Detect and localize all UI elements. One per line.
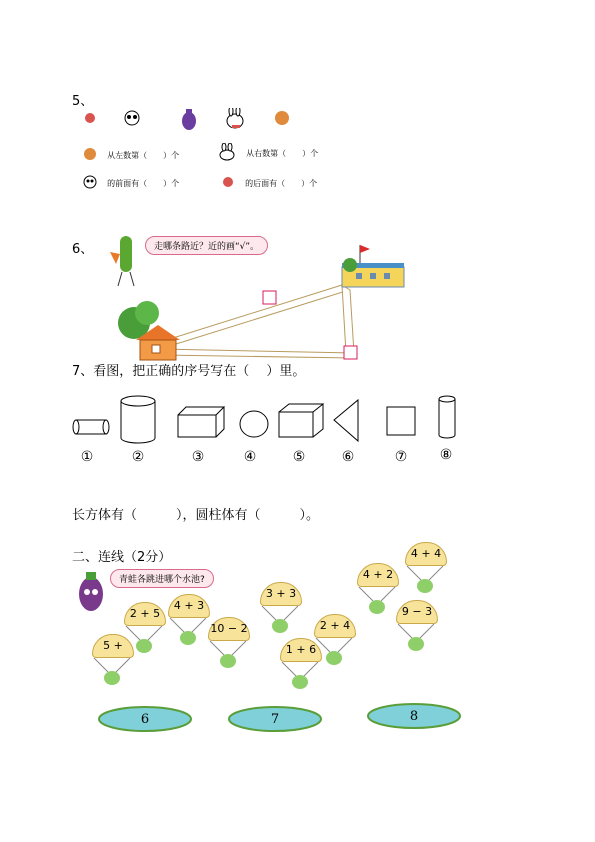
parachute-label: 9 − 3 [396, 600, 438, 624]
frog-icon [417, 579, 433, 593]
answer-box-lower [344, 346, 357, 359]
parachute-label: 5 + [92, 634, 134, 658]
pond-label: 7 [270, 712, 280, 727]
cookie-icon [275, 111, 289, 125]
frog-icon [180, 631, 196, 645]
flower-icon [220, 175, 240, 189]
pond[interactable] [98, 706, 192, 732]
tall-cylinder-icon [439, 396, 455, 438]
q6-map [112, 245, 422, 365]
shape-label-7: ⑦ [394, 449, 408, 465]
triangle-icon [334, 400, 358, 441]
pond-label: 8 [409, 709, 419, 724]
parachute-frog[interactable] [280, 638, 320, 692]
parachute-label: 3 + 3 [260, 582, 302, 606]
q7-shapes [70, 392, 470, 447]
parachute-label: 10 − 2 [208, 617, 250, 641]
cookie-icon [82, 147, 102, 161]
square-icon [387, 407, 415, 435]
small-cylinder-icon [73, 420, 109, 434]
panda-icon [125, 111, 139, 125]
frog-icon [326, 651, 342, 665]
q5-line2 [82, 171, 179, 190]
shape-label-2: ② [131, 449, 145, 465]
road-upper [157, 285, 346, 349]
parachute-frog[interactable] [260, 582, 300, 636]
q5-line1 [82, 143, 179, 162]
rabbit-icon [215, 143, 241, 161]
pond[interactable] [367, 703, 461, 729]
road-lower [160, 349, 354, 358]
parachute-label: 4 + 4 [405, 542, 447, 566]
q5-number: 5、 [72, 94, 94, 109]
q7-answer-line: 长方体有（ ），圆柱体有（ ）。 [72, 508, 320, 523]
shape-label-5: ⑤ [292, 449, 306, 465]
eggplant-icon [79, 577, 103, 611]
circle-icon [240, 411, 268, 437]
frog-icon [220, 654, 236, 668]
cube-like-cuboid-icon [279, 404, 323, 437]
parachute-label: 2 + 5 [124, 602, 166, 626]
q7-title: 7、看图，把正确的序号写在（ ）里。 [72, 364, 306, 379]
q5-line2b [220, 171, 317, 190]
section2-speech-bubble: 青蛙各跳进哪个水池? [110, 569, 214, 588]
frog-icon [292, 675, 308, 689]
parachute-label: 4 + 2 [357, 563, 399, 587]
pond[interactable] [228, 706, 322, 732]
parachute-frog[interactable] [396, 600, 436, 654]
section2-title: 二、连线（2分） [72, 550, 172, 565]
panda-icon [82, 175, 102, 189]
shape-label-1: ① [80, 449, 94, 465]
frog-icon [136, 639, 152, 653]
flag-icon [360, 245, 370, 263]
parachute-label: 4 + 3 [168, 594, 210, 618]
frog-icon [369, 600, 385, 614]
parachute-frog[interactable] [92, 634, 132, 688]
parachute-frog[interactable] [405, 542, 445, 596]
frog-icon [104, 671, 120, 685]
q6-speech-bubble: 走哪条路近？近的画“√”。 [145, 236, 268, 255]
cylinder-icon [121, 396, 155, 443]
shape-label-6: ⑥ [341, 449, 355, 465]
shape-label-3: ③ [191, 449, 205, 465]
shape-label-8: ⑧ [439, 447, 453, 463]
road-right [342, 285, 354, 353]
rabbit-icon [227, 108, 243, 128]
flower-icon [85, 113, 95, 123]
frog-icon [408, 637, 424, 651]
parachute-frog[interactable] [208, 617, 248, 671]
answer-box-upper [263, 291, 276, 304]
pond-label: 6 [140, 712, 150, 727]
q5-line2-right: 的后面有（ ）个 [245, 179, 318, 188]
q5-line1-right: 从右数第（ ）个 [246, 149, 319, 158]
q5-picture-row [82, 108, 302, 134]
shape-label-4: ④ [243, 449, 257, 465]
q6-number: 6、 [72, 242, 94, 257]
eggplant-character [74, 568, 108, 614]
q5-line2-left: 的前面有（ ）个 [107, 179, 180, 188]
frog-icon [272, 619, 288, 633]
parachute-frog[interactable] [168, 594, 208, 648]
cuboid-icon [178, 407, 224, 437]
vase-icon [182, 109, 196, 130]
parachute-label: 1 + 6 [280, 638, 322, 662]
parachute-label: 2 + 4 [314, 614, 356, 638]
q5-line1b [215, 141, 318, 161]
parachute-frog[interactable] [357, 563, 397, 617]
q5-line1-left: 从左数第（ ）个 [107, 151, 180, 160]
